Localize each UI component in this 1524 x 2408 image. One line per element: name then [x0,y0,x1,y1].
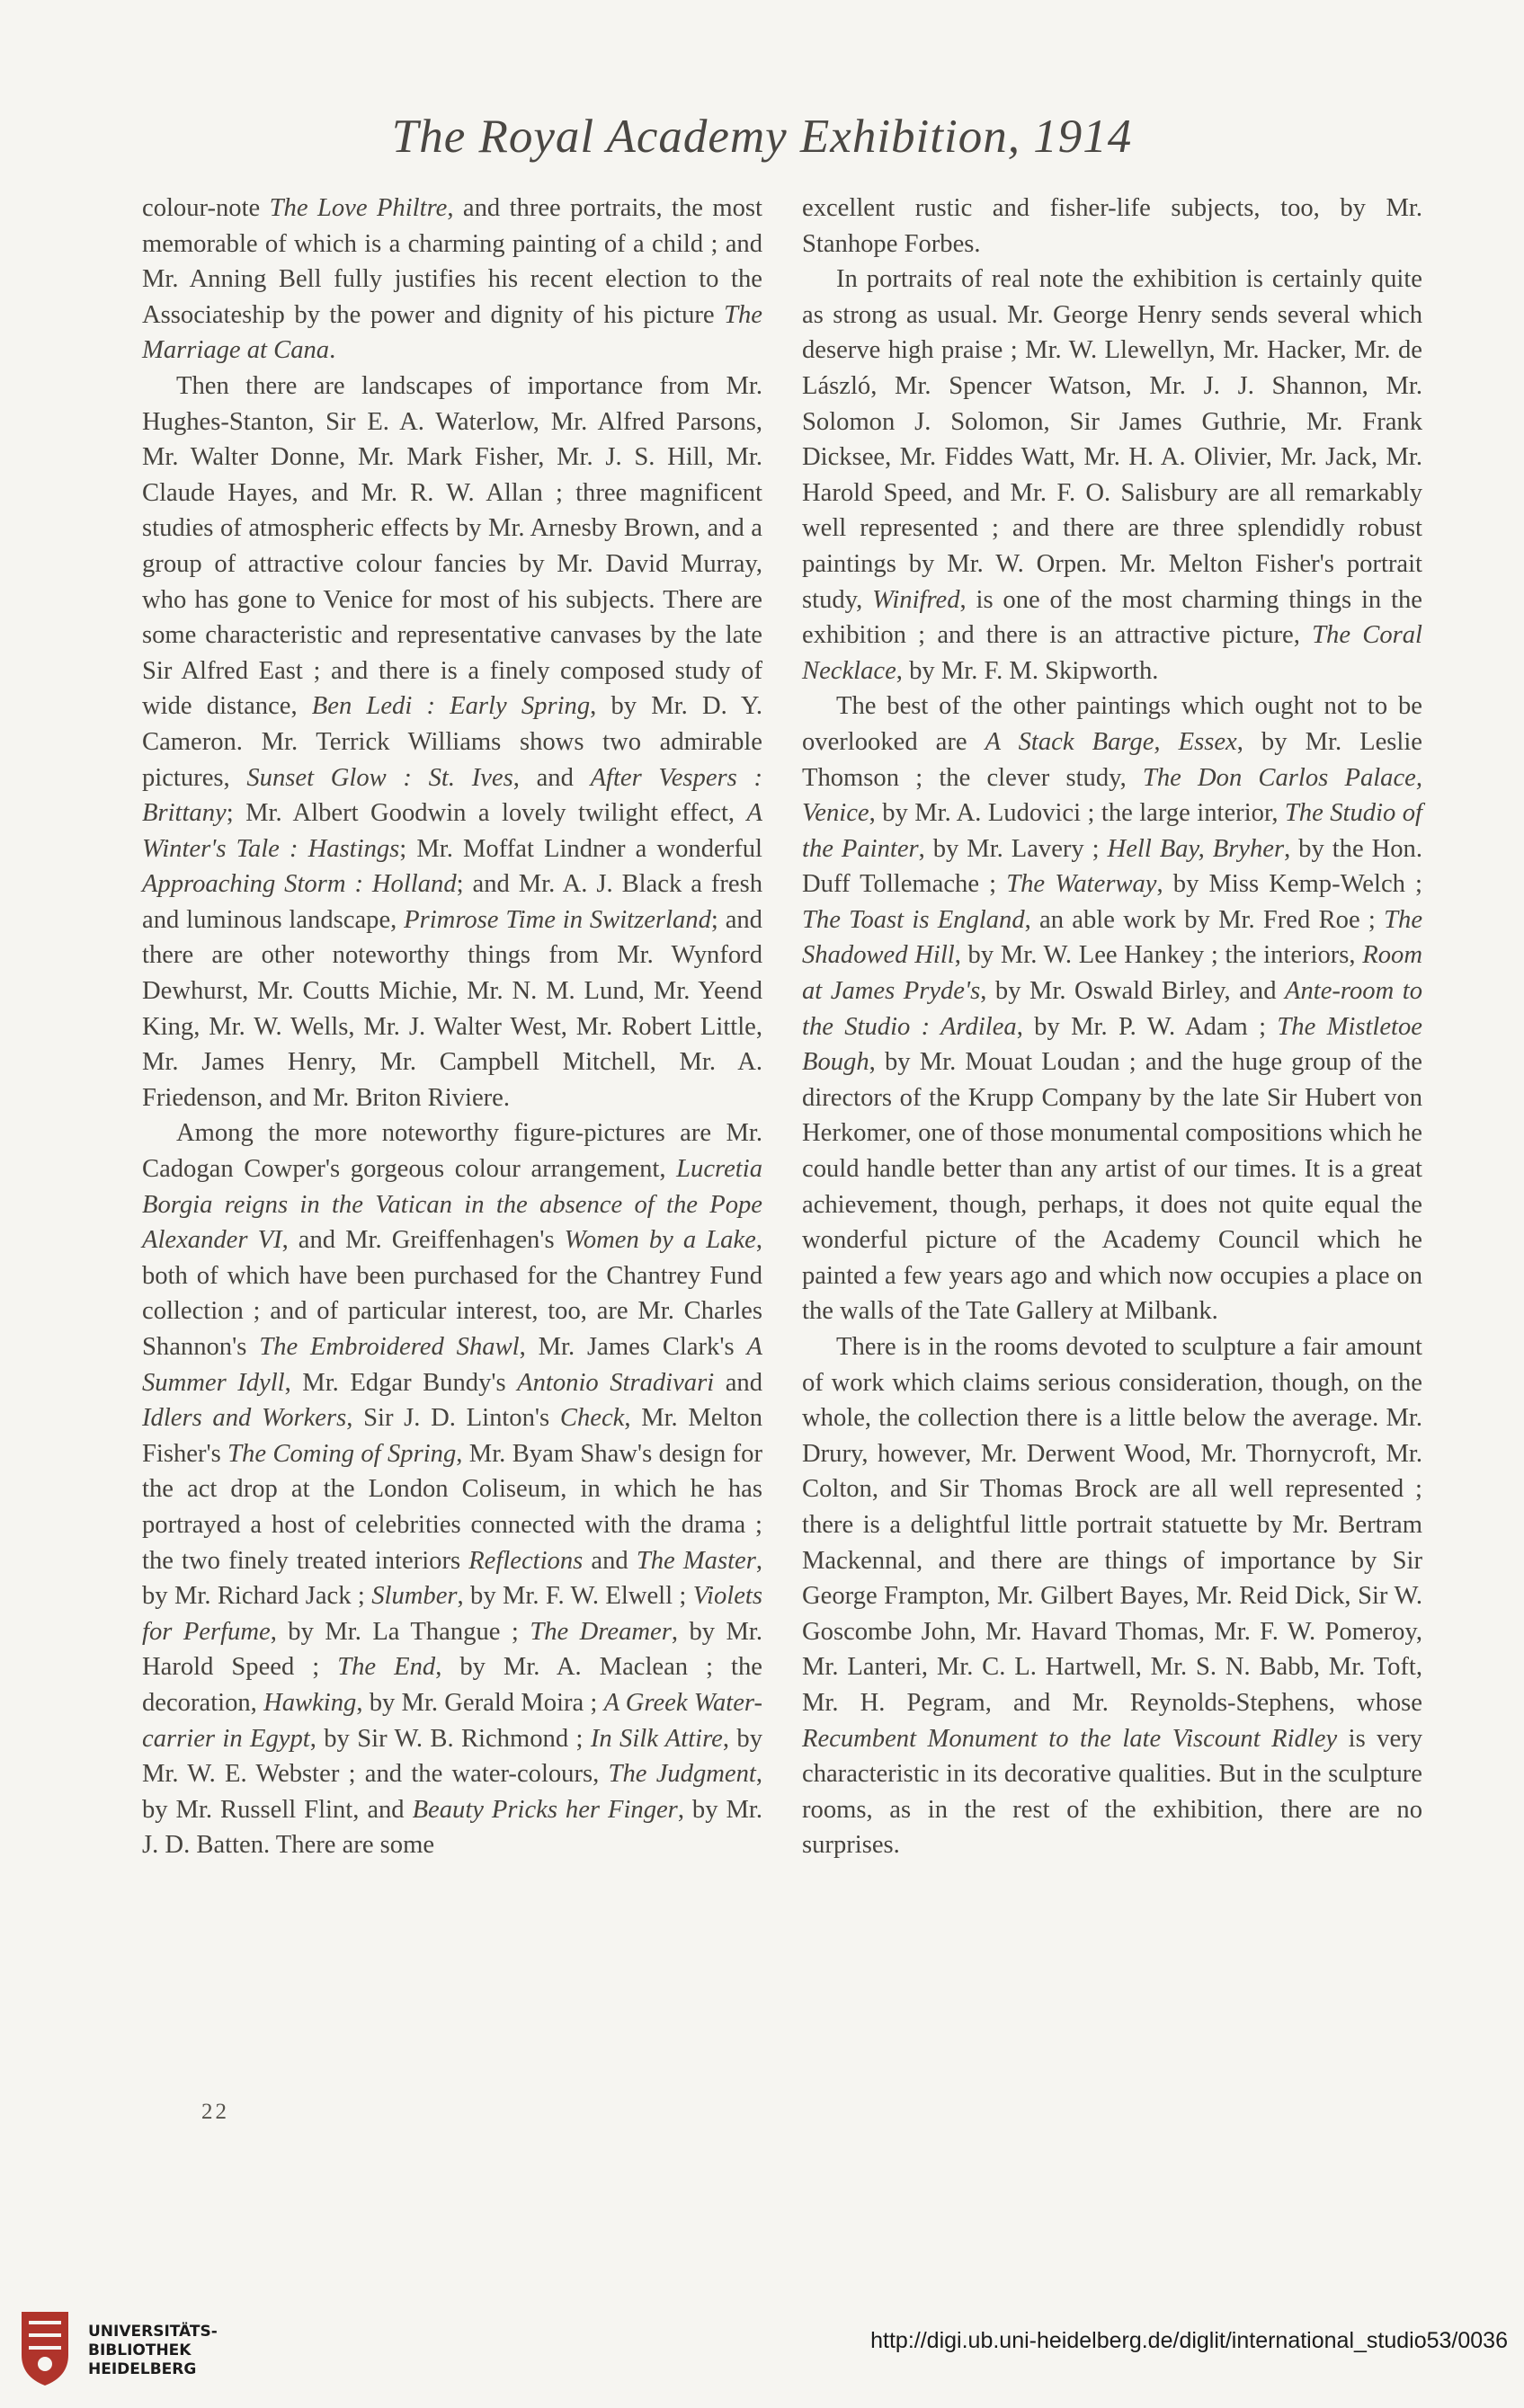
text-run: There is in the rooms devoted to sculpture a fair amount of work which claims serious consideration, though, on the whole, the collection there is a little below the average. Mr. Drury, however, Mr. Derwent Wood, Mr. Thornycroft, Mr. Colton, and Sir Thomas Brock are all well represented ; there is a delightful little portrait statuette by Mr. Bertram Mackennal, and there are things of importance by Sir George Frampton, Mr. Gilbert Bayes, Mr. Reid Dick, Sir W. Goscombe John, Mr. Havard Thomas, Mr. F. W. Pomeroy, Mr. Lanteri, Mr. C. L. Hartwell, Mr. S. N. Babb, Mr. Toft, Mr. H. Pegram, and Mr. Reynolds-Stephens, whose [802,1333,1422,1717]
text-run: , by Mr. W. Lee Hankey ; the interiors, [954,941,1363,970]
text-run: ; and Mr. A. J. Black a fresh and luminous landscape, [142,870,763,934]
artwork-title: The Mistletoe Bough [802,1012,1422,1077]
paragraph [142,369,762,1115]
artwork-title: Slumber [371,1582,458,1611]
left-text-column [142,191,762,1863]
artwork-title: Beauty Pricks her Finger [412,1795,678,1824]
artwork-title: Hell Bay, Bryher [1107,834,1285,863]
text-run: and [714,1368,762,1397]
text-run: ; and there are other noteworthy things from Mr. Wynford Dewhurst, Mr. Coutts Michie, Mr. N. M. Lund, Mr. Yeend King, Mr. W. Wells, Mr. J. Walter West, Mr. Robert Little, Mr. James Henry, Mr. Campbell Mitchell, Mr. A. Friedenson, and Mr. Briton Riviere. [142,905,762,1112]
text-run: , by Mr. D. Y. Cameron. Mr. Terrick Williams shows two admirable pictures, [142,692,762,792]
text-run: , both of which have been purchased for the Chantrey Fund collection ; and of particular interest, too, are Mr. Charles Shannon's [142,1226,763,1361]
artwork-title: Winifred [872,585,960,614]
artwork-title: A Stack Barge, Essex [985,727,1237,756]
text-run: and [583,1546,637,1575]
text-run: , by the Hon. Duff Tollemache ; [802,834,1422,899]
paragraph [802,191,1422,262]
university-seal-icon [16,2308,74,2387]
text-run: , by Mr. J. D. Batten. There are some [142,1795,762,1860]
artwork-title: Sunset Glow : St. Ives [246,763,513,792]
artwork-title: Reflections [468,1546,584,1575]
page-header-title: The Royal Academy Exhibition, 1914 [391,111,1133,163]
text-run: , by Mr. Harold Speed ; [142,1617,763,1682]
artwork-title: Room at James Pryde's [802,941,1422,1006]
artwork-title: The Coral Necklace [802,621,1422,685]
artwork-title: In Silk Attire [590,1724,723,1753]
page-number: 22 [201,2100,229,2124]
artwork-title: The Toast is England [802,905,1025,934]
text-run: , Mr. Edgar Bundy's [284,1368,518,1397]
artwork-title: The Embroidered Shawl [259,1333,520,1361]
artwork-title: Recumbent Monument to the late Viscount Ridley [802,1724,1338,1753]
text-run: , by Mr. Gerald Moira ; [356,1688,604,1717]
artwork-title: Hawking [263,1688,357,1717]
artwork-title: The Judgment [608,1760,756,1789]
artwork-title: Ben Ledi : Early Spring [311,692,591,721]
artwork-title: A Greek Water-carrier in Egypt [142,1688,762,1753]
text-run: , by Mr. Oswald Birley, and [980,977,1286,1006]
text-run: ; Mr. Albert Goodwin a lovely twilight effect, [226,799,747,828]
artwork-title: The Studio of the Painter [802,799,1422,863]
right-text-column [802,191,1422,1863]
artwork-title: Check [559,1404,625,1433]
text-run: , by Mr. Lavery ; [918,834,1108,863]
text-run: , by Mr. F. W. Elwell ; [457,1582,693,1611]
text-run: , and three portraits, the most memorable of which is a charming painting of a child ; and Mr. Anning Bell fully justifies his recent election to the Associateship by the power and dignity of his picture [142,194,762,329]
text-run: , by Mr. Russell Flint, and [142,1760,763,1824]
text-run: , by Sir W. B. Richmond ; [309,1724,591,1753]
text-run: , by Mr. P. W. Adam ; [1016,1012,1278,1041]
artwork-title: Violets for Perfume [142,1582,762,1646]
text-run: , by Miss Kemp-Welch ; [1156,870,1422,899]
text-run: , by Mr. F. M. Skipworth. [896,656,1159,685]
artwork-title: A Summer Idyll [142,1333,762,1397]
text-run: , Mr. Melton Fisher's [142,1404,763,1468]
artwork-title: The Coming of Spring [227,1439,457,1468]
text-run: , by Mr. La Thangue ; [270,1617,530,1646]
text-run: excellent rustic and fisher-life subjects, too, by Mr. Stanhope Forbes. [802,194,1422,258]
text-run: , and [512,763,591,792]
text-run: , by Mr. W. E. Webster ; and the water-colours, [142,1724,762,1789]
footer [0,2283,1524,2408]
artwork-title: The Dreamer [530,1617,672,1646]
text-run: , Mr. Byam Shaw's design for the act drop at the London Coliseum, in which he has portrayed a host of celebrities connected with the drama ; the two finely treated interiors [142,1439,762,1575]
text-run: In portraits of real note the exhibition is certainly quite as strong as usual. Mr. George Henry sends several which deserve high praise ; Mr. W. Llewellyn, Mr. Hacker, Mr. de László, Mr. Spencer Watson, Mr. J. J. Shannon, Mr. Solomon J. Solomon, Sir James Guthrie, Mr. Frank Dicksee, Mr. Fiddes Watt, Mr. H. A. Olivier, Mr. Jack, Mr. Harold Speed, and Mr. F. O. Salisbury are all remarkably well represented ; and there are three splendidly robust paintings by Mr. W. Orpen. Mr. Melton Fisher's portrait study, [802,265,1422,614]
artwork-title: Approaching Storm : Holland [142,870,457,899]
artwork-title: The Don Carlos Palace, Venice [802,763,1423,828]
text-run: colour-note [142,194,270,222]
text-run: , Mr. James Clark's [519,1333,747,1361]
text-run: . [329,336,336,365]
text-run: The best of the other paintings which ought not to be overlooked are [802,692,1422,756]
text-run: , by Mr. Richard Jack ; [142,1546,762,1611]
artwork-title: The Waterway [1006,870,1157,899]
artwork-title: A Winter's Tale : Hastings [142,799,762,863]
artwork-title: Lucretia Borgia reigns in the Vatican in the absence of the Pope Alexander VI [142,1155,762,1255]
artwork-title: The Marriage at Cana [142,300,762,365]
paragraph [142,1115,762,1862]
artwork-title: Antonio Stradivari [517,1368,715,1397]
paragraph [142,191,762,369]
artwork-title: The End [337,1653,436,1682]
text-run: , by Mr. A. Maclean ; the decoration, [142,1653,762,1717]
artwork-title: Ante-room to the Studio : Ardilea [802,977,1423,1041]
text-run: Then there are landscapes of importance from Mr. Hughes-Stanton, Sir E. A. Waterlow, Mr. Alfred Parsons, Mr. Walter Donne, Mr. Mark Fisher, Mr. J. S. Hill, Mr. Claude Hayes, and Mr. R. W. Allan ; three magnificent studies of atmospheric effects by Mr. Arnesby Brown, and a group of attractive colour fancies by Mr. David Murray, who has gone to Venice for most of his subjects. There are some characteristic and representative canvases by the late Sir Alfred East ; and there is a finely composed study of wide distance, [142,371,762,721]
paragraph [802,1329,1422,1863]
text-run: , an able work by Mr. Fred Roe ; [1024,905,1385,934]
institution-line: UNIVERSITÄTS- [88,2323,218,2341]
text-run: , by Mr. Mouat Loudan ; and the huge group of the directors of the Krupp Company by the late Sir Hubert von Herkomer, one of those monumental compositions which he could handle better than any artist of our times. It is a great achievement, though, perhaps, it does not quite equal the wonderful picture of the Academy Council which he painted a few years ago and which now occupies a place on the walls of the Tate Gallery at Milbank. [802,1048,1422,1326]
institution-name [88,2323,218,2379]
artwork-title: Primrose Time in Switzerland [404,905,711,934]
text-run: , by Mr. A. Ludovici ; the large interior, [869,799,1285,828]
paragraph [802,689,1422,1329]
artwork-title: The Love Philtre [269,194,448,222]
artwork-title: The Master [636,1546,756,1575]
text-run: Among the more noteworthy figure-pictures are Mr. Cadogan Cowper's gorgeous colour arrangement, [142,1119,762,1184]
text-run: , is one of the most charming things in the exhibition ; and there is an attractive picture, [802,585,1422,650]
artwork-title: Idlers and Workers [142,1404,347,1433]
institution-line: HEIDELBERG [88,2360,197,2378]
artwork-title: Women by a Lake [564,1226,756,1255]
text-run: , Sir J. D. Linton's [346,1404,560,1433]
artwork-title: The Shadowed Hill [802,905,1423,970]
artwork-title: After Vespers : Brittany [142,763,763,828]
text-run: , by Mr. Leslie Thomson ; the clever study, [802,727,1422,792]
institution-line: BIBLIOTHEK [88,2341,192,2359]
text-run: is very characteristic in its decorative qualities. But in the sculpture rooms, as in the rest of the exhibition, there are no surprises. [802,1724,1422,1860]
text-run: , and Mr. Greiffenhagen's [281,1226,565,1255]
text-run: ; Mr. Moffat Lindner a wonderful [399,834,762,863]
paragraph [802,262,1422,689]
source-url-link[interactable]: http://digi.ub.uni-heidelberg.de/diglit/international_studio53/0036 [870,2328,1508,2353]
